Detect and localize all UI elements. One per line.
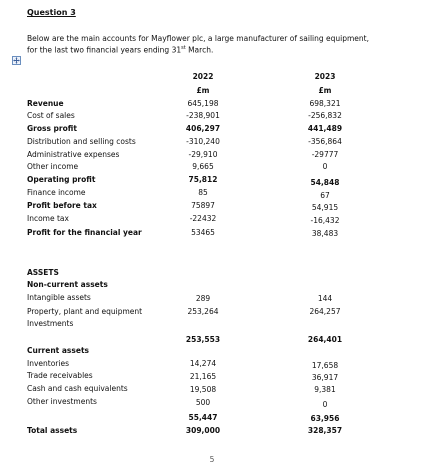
value-2023: 38,483 (311, 229, 339, 238)
value-2023: 54,848 (310, 178, 340, 187)
row-label: Total assets (27, 426, 78, 435)
non-current-assets-heading: Non-current assets (27, 280, 108, 289)
intro-text-end: March. (185, 45, 214, 55)
current-assets-heading: Current assets (27, 346, 89, 355)
intro-text-line1: Below are the main accounts for Mayflower plc, a large manufacturer of sailing equipment, (27, 34, 369, 43)
value-2023: 264,257 (309, 307, 341, 316)
row-label: Other income (27, 162, 79, 171)
row-label: Income tax (27, 214, 69, 223)
row-label: Cost of sales (27, 111, 75, 120)
value-2023: 9,381 (314, 385, 336, 394)
value-2022: 19,508 (189, 385, 217, 394)
value-2022: -22432 (189, 214, 217, 223)
value-2022: 14,274 (189, 359, 217, 368)
row-label: Intangible assets (27, 293, 91, 302)
value-2022: -238,901 (186, 111, 220, 120)
question-heading: Question 3 (27, 8, 76, 17)
row-label: Other investments (27, 397, 97, 406)
page-number: 5 (209, 455, 215, 464)
value-2023: 63,956 (310, 414, 340, 423)
value-2022: 253,553 (185, 335, 221, 344)
value-2022: 21,165 (189, 372, 217, 381)
value-2023: 328,357 (307, 426, 343, 435)
value-2023: 0 (322, 162, 328, 171)
value-2022: 55,447 (188, 413, 218, 422)
value-2022: 406,297 (185, 124, 221, 133)
row-label: Property, plant and equipment (27, 307, 143, 316)
value-2023: -256,832 (308, 111, 342, 120)
value-2022: 253,264 (187, 307, 219, 316)
value-2022: 75897 (191, 201, 215, 210)
intro-text-main: for the last two financial years ending 31 (27, 45, 182, 55)
row-label: Cash and cash equivalents (27, 384, 128, 393)
row-label: Distribution and selling costs (27, 137, 136, 146)
value-2023: 0 (322, 400, 328, 409)
currency-header-2022: £m (196, 86, 210, 95)
year-header-2022: 2022 (192, 72, 214, 81)
value-2023: -16,432 (310, 216, 340, 225)
value-2022: 309,000 (185, 426, 221, 435)
value-2023: 67 (320, 191, 330, 200)
value-2023: 264,401 (307, 335, 343, 344)
row-label: Gross profit (27, 124, 77, 133)
value-2023: -356,864 (308, 137, 342, 146)
intro-text-line2 (27, 45, 213, 55)
investments-label: Investments (27, 319, 74, 328)
value-2022: -310,240 (186, 137, 220, 146)
value-2023: 17,658 (311, 361, 339, 370)
row-label: Operating profit (27, 175, 96, 184)
row-label: Administrative expenses (27, 150, 120, 159)
intro-text-superscript: st (181, 45, 186, 51)
currency-header-2023: £m (318, 86, 332, 95)
row-label: Profit before tax (27, 201, 97, 210)
value-2022: 9,665 (192, 162, 214, 171)
value-2022: 85 (198, 188, 208, 197)
value-2023: 441,489 (307, 124, 343, 133)
value-2023: 54,915 (311, 203, 339, 212)
value-2022: 645,198 (187, 99, 219, 108)
value-2023: -29777 (311, 150, 339, 159)
value-2022: 75,812 (188, 175, 218, 184)
table-move-handle-icon[interactable] (12, 56, 21, 65)
value-2022: 289 (195, 294, 211, 303)
value-2023: 144 (317, 294, 333, 303)
value-2022: -29,910 (188, 150, 218, 159)
row-label: Inventories (27, 359, 69, 368)
value-2022: 53465 (191, 228, 215, 237)
year-header-2023: 2023 (314, 72, 336, 81)
row-label: Profit for the financial year (27, 228, 142, 237)
value-2022: 500 (195, 398, 211, 407)
value-2023: 36,917 (311, 373, 339, 382)
value-2023: 698,321 (309, 99, 341, 108)
assets-heading: ASSETS (27, 268, 59, 277)
row-label: Revenue (27, 99, 64, 108)
row-label: Finance income (27, 188, 86, 197)
row-label: Trade receivables (27, 371, 93, 380)
